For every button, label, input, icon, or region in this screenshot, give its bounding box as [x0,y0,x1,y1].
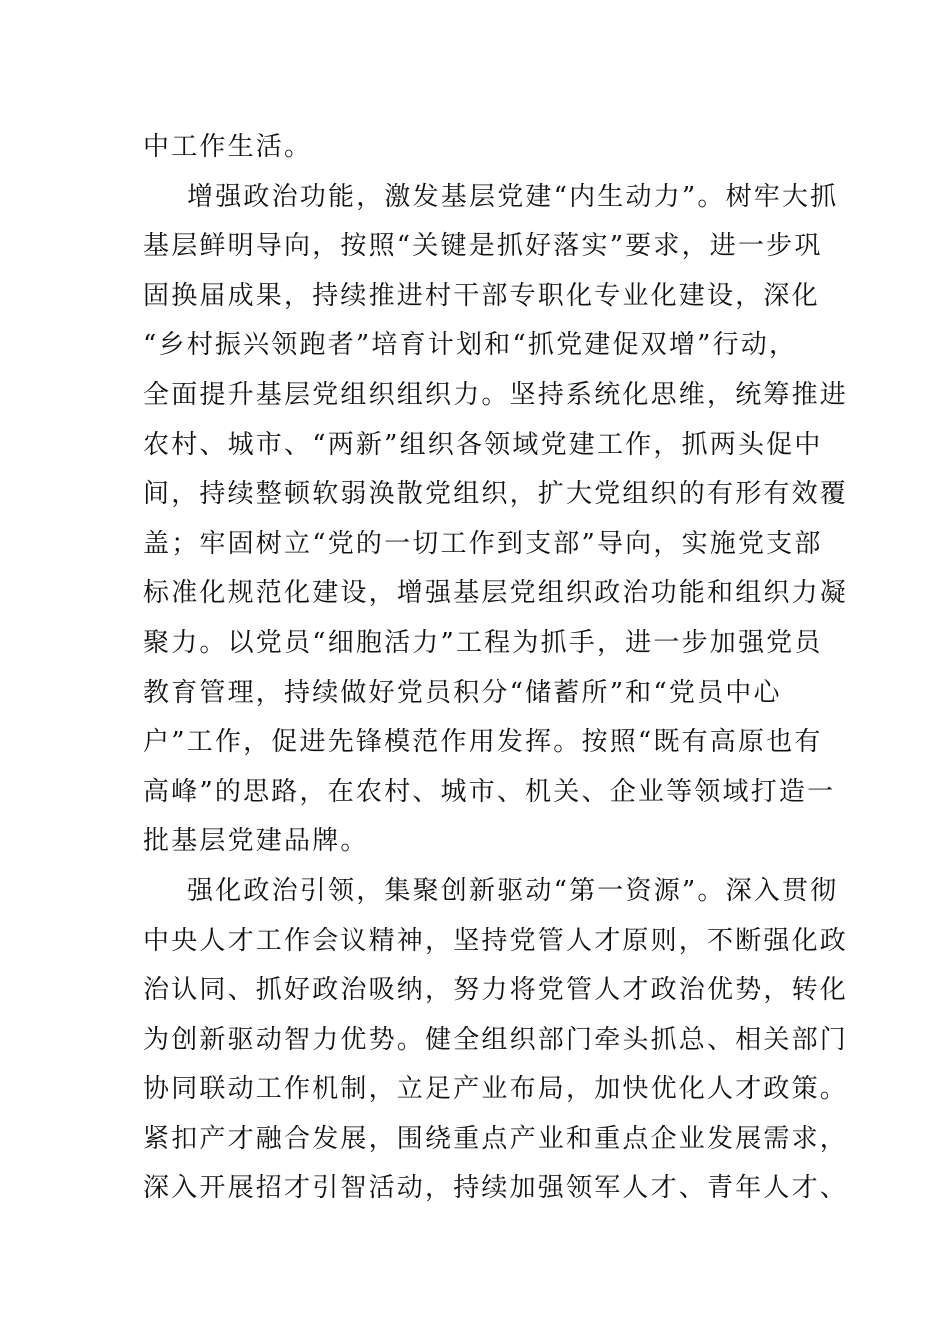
text-line: 标准化规范化建设，增强基层党组织政治功能和组织力凝 [143,578,849,609]
text-line: 协同联动工作机制，立足产业布局，加快优化人才政策。 [143,1074,849,1105]
paragraph-start-line: 增强政治功能，激发基层党建“内生动力”。树牢大抓 [187,181,839,212]
text-line: 聚力。以党员“细胞活力”工程为抓手，进一步加强党员 [143,627,823,658]
text-line: 紧扣产才融合发展，围绕重点产业和重点企业发展需求， [143,1123,849,1154]
text-line: 教育管理，持续做好党员积分“储蓄所”和“党员中心 [143,677,782,708]
text-line: 户”工作，促进先锋模范作用发挥。按照“既有高原也有 [143,727,823,758]
text-line: 固换届成果，持续推进村干部专职化专业化建设，深化 [143,280,820,311]
text-line: 间，持续整顿软弱涣散党组织，扩大党组织的有形有效覆 [143,479,849,510]
text-line: 深入开展招才引智活动，持续加强领军人才、青年人才、 [143,1173,849,1204]
text-line: 中央人才工作会议精神，坚持党管人才原则，不断强化政 [143,925,849,956]
document-body [143,123,849,1214]
text-line: 中工作生活。 [143,132,313,162]
text-line: 高峰”的思路，在农村、城市、机关、企业等领域打造一 [143,776,836,807]
text-line: 农村、城市、“两新”组织各领域党建工作，抓两头促中 [143,429,823,460]
paragraph-start-line: 强化政治引领，集聚创新驱动“第一资源”。深入贯彻 [187,875,839,906]
text-line: 基层鲜明导向，按照“关键是抓好落实”要求，进一步巩 [143,231,823,262]
text-line: 批基层党建品牌。 [143,826,369,857]
text-line: “乡村振兴领跑者”培育计划和“抓党建促双增”行动， [143,330,798,361]
text-line: 全面提升基层党组织组织力。坚持系统化思维，统筹推进 [143,379,849,410]
text-line: 为创新驱动智力优势。健全组织部门牵头抓总、相关部门 [143,1024,849,1055]
text-line: 治认同、抓好政治吸纳，努力将党管人才政治优势，转化 [143,975,849,1006]
text-line: 盖；牢固树立“党的一切工作到支部”导向，实施党支部 [143,528,823,559]
